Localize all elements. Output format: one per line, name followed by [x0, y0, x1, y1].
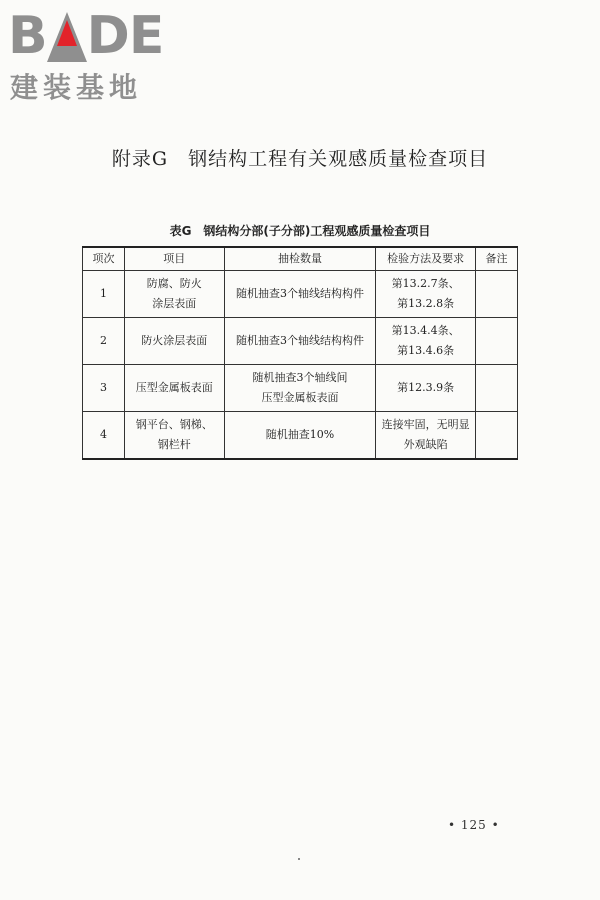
header-method: 检验方法及要求 [376, 247, 476, 271]
cell-line: 连接牢固，无明显 [381, 418, 470, 431]
cell-item [124, 412, 224, 460]
cell-line: 随机抽查10% [265, 428, 335, 441]
cell-quantity [224, 412, 376, 460]
table-row [83, 412, 518, 460]
cell-line: 钢栏杆 [157, 438, 191, 451]
bade-logo [8, 4, 180, 104]
header-note: 备注 [476, 247, 518, 271]
logo-wordmark [8, 4, 180, 66]
cell-note [476, 318, 518, 365]
cell-no: 2 [83, 318, 125, 365]
cell-line: 随机抽查3个轴线间 [252, 371, 348, 384]
cell-method [376, 365, 476, 412]
appendix-title: 附录G 钢结构工程有关观感质量检查项目 [111, 148, 489, 170]
header-quantity: 抽检数量 [224, 247, 376, 271]
cell-no: 4 [83, 412, 125, 460]
cell-line: 防腐、防火 [146, 277, 202, 290]
cell-item [124, 365, 224, 412]
cell-line: 钢平台、钢梯、 [135, 418, 213, 431]
table-header-row [83, 247, 518, 271]
cell-method [376, 412, 476, 460]
page-number: • 125 • [448, 818, 500, 832]
table-row [83, 318, 518, 365]
cell-note [476, 365, 518, 412]
cell-line: 防火涂层表面 [141, 334, 208, 347]
cell-item [124, 271, 224, 318]
cell-no: 3 [83, 365, 125, 412]
table-row [83, 271, 518, 318]
cell-line: 第13.2.8条 [397, 297, 455, 310]
cell-line: 第13.4.6条 [397, 344, 455, 357]
logo-letter-b: B [8, 6, 47, 66]
cell-note [476, 412, 518, 460]
table-caption: 表G 钢结构分部(子分部)工程观感质量检查项目 [169, 224, 431, 238]
cell-method [376, 318, 476, 365]
header-item: 项目 [124, 247, 224, 271]
logo-letter-d: D [86, 6, 129, 66]
cell-quantity [224, 365, 376, 412]
cell-no: 1 [83, 271, 125, 318]
table-row [83, 365, 518, 412]
cell-line: 涂层表面 [152, 297, 197, 310]
cell-line: 第13.2.7条、 [391, 277, 460, 290]
cell-line: 压型金属板表面 [135, 381, 213, 394]
logo-subtitle: 建装基地 [10, 71, 143, 104]
header-no: 项次 [83, 247, 125, 271]
scan-dot [298, 858, 300, 860]
cell-line: 第12.3.9条 [397, 381, 455, 394]
logo-letter-e: E [128, 6, 164, 66]
cell-quantity [224, 318, 376, 365]
cell-line: 随机抽查3个轴线结构构件 [235, 334, 364, 347]
cell-item [124, 318, 224, 365]
cell-quantity [224, 271, 376, 318]
inspection-table [82, 246, 518, 460]
logo-a-triangle-icon [47, 10, 87, 62]
cell-line: 外观缺陷 [403, 438, 448, 451]
cell-line: 第13.4.4条、 [391, 324, 460, 337]
cell-note [476, 271, 518, 318]
cell-line: 压型金属板表面 [261, 391, 339, 404]
cell-method [376, 271, 476, 318]
cell-line: 随机抽查3个轴线结构构件 [235, 287, 364, 300]
